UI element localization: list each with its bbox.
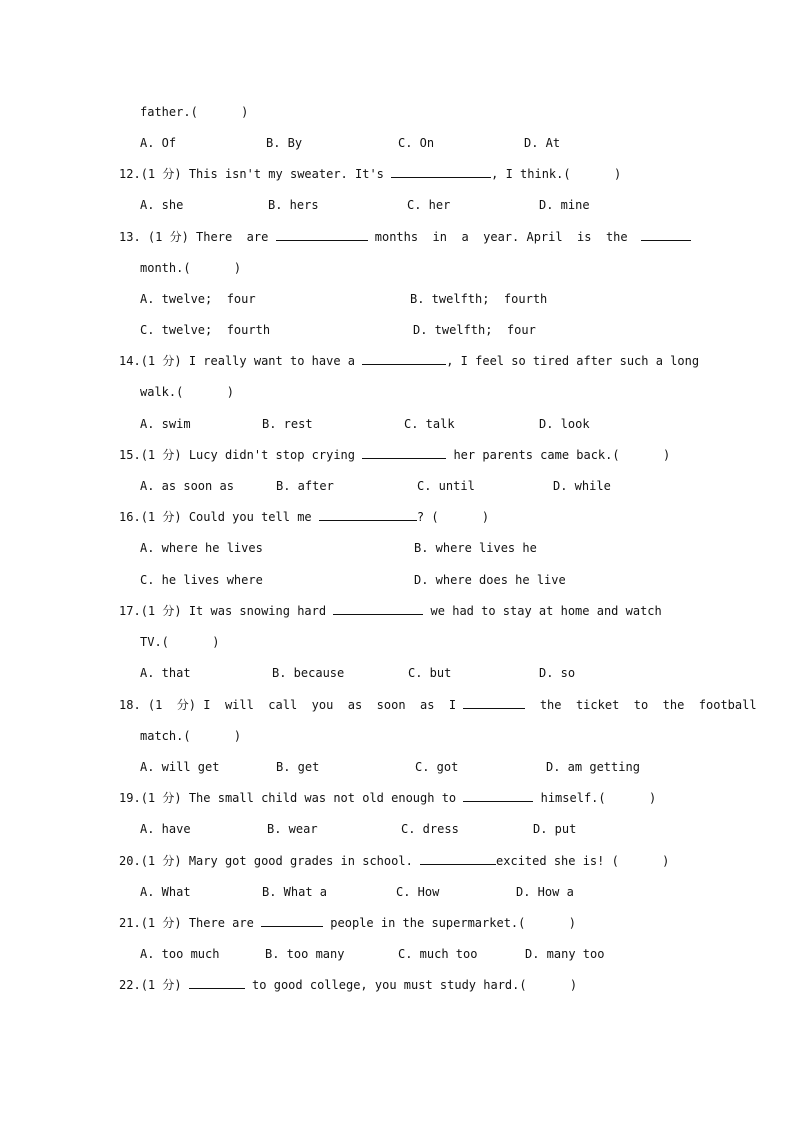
option-d[interactable]: D. look: [539, 417, 590, 431]
question-stem-end: excited she is! ( ): [496, 854, 670, 868]
question-number: 13.: [119, 230, 141, 244]
option-c[interactable]: C. he lives where: [140, 573, 263, 587]
question-number: 15.: [119, 448, 141, 462]
option-a[interactable]: A. she: [140, 198, 184, 212]
question-stem: It was snowing hard: [188, 604, 334, 618]
option-a[interactable]: A. Of: [140, 136, 177, 150]
option-b[interactable]: B. wear: [267, 822, 318, 836]
question-stem-end: people in the supermarket.( ): [323, 916, 576, 930]
option-d[interactable]: D. At: [524, 136, 561, 150]
option-d[interactable]: D. How a: [516, 885, 574, 899]
answer-blank[interactable]: [319, 509, 417, 521]
question-stem: This isn't my sweater. It's: [188, 167, 392, 181]
question-stem-end: himself.( ): [533, 791, 657, 805]
question-stem: The small child was not old enough to: [188, 791, 464, 805]
option-d[interactable]: D. many too: [525, 947, 605, 961]
question-stem-middle: months in a year. April is the: [367, 230, 635, 244]
option-b[interactable]: B. too many: [265, 947, 345, 961]
question-number: 12.: [119, 167, 141, 181]
question-stem-end: ? ( ): [416, 510, 490, 524]
answer-blank[interactable]: [420, 853, 496, 865]
question-12: [119, 166, 621, 182]
question-score: (1 分): [140, 916, 182, 930]
question-number: 18.: [119, 698, 141, 712]
question-stem: There are: [188, 916, 262, 930]
question-13-continuation: month.( ): [140, 261, 242, 275]
answer-blank[interactable]: [463, 697, 525, 709]
question-stem-end: , I think.( ): [491, 167, 622, 181]
question-18-continuation: match.( ): [140, 729, 242, 743]
option-a[interactable]: A. too much: [140, 947, 220, 961]
option-c[interactable]: C. talk: [404, 417, 455, 431]
question-stem: Mary got good grades in school.: [188, 854, 421, 868]
question-stem: There are: [196, 230, 276, 244]
option-c[interactable]: C. On: [398, 136, 435, 150]
answer-blank[interactable]: [641, 229, 691, 241]
option-b[interactable]: B. after: [276, 479, 334, 493]
option-c[interactable]: C. her: [407, 198, 451, 212]
question-16: [119, 509, 489, 525]
answer-blank[interactable]: [261, 915, 323, 927]
answer-blank[interactable]: [276, 229, 368, 241]
option-c[interactable]: C. got: [415, 760, 459, 774]
question-14: [119, 353, 699, 369]
question-17-continuation: TV.( ): [140, 635, 220, 649]
option-b[interactable]: B. where lives he: [414, 541, 537, 555]
question-19: [119, 790, 656, 806]
option-d[interactable]: D. am getting: [546, 760, 640, 774]
option-d[interactable]: D. where does he live: [414, 573, 566, 587]
question-stem-end: , I feel so tired after such a long: [446, 354, 700, 368]
option-d[interactable]: D. while: [553, 479, 611, 493]
question-score: (1 分): [140, 854, 182, 868]
answer-blank[interactable]: [362, 353, 446, 365]
question-score: (1 分): [140, 510, 182, 524]
option-d[interactable]: D. mine: [539, 198, 590, 212]
question-score: (1 分): [140, 604, 182, 618]
question-17: [119, 603, 662, 619]
option-d[interactable]: D. put: [533, 822, 577, 836]
option-a[interactable]: A. twelve; four: [140, 292, 256, 306]
answer-blank[interactable]: [463, 790, 533, 802]
option-b[interactable]: B. because: [272, 666, 345, 680]
answer-blank[interactable]: [189, 977, 245, 989]
question-score: (1 分): [140, 791, 182, 805]
question-stem-end: the ticket to the football: [525, 698, 757, 712]
question-13: [119, 229, 691, 245]
option-a[interactable]: A. as soon as: [140, 479, 234, 493]
question-21: [119, 915, 576, 931]
answer-blank[interactable]: [362, 447, 446, 459]
option-c[interactable]: C. until: [417, 479, 475, 493]
question-score: (1 分): [140, 448, 182, 462]
question-18: [119, 697, 757, 713]
question-number: 16.: [119, 510, 141, 524]
answer-blank[interactable]: [391, 166, 491, 178]
question-stem: Lucy didn't stop crying: [188, 448, 363, 462]
option-b[interactable]: B. What a: [262, 885, 328, 899]
option-b[interactable]: B. By: [266, 136, 303, 150]
option-b[interactable]: B. twelfth; fourth: [410, 292, 548, 306]
option-a[interactable]: A. where he lives: [140, 541, 263, 555]
question-number: 17.: [119, 604, 141, 618]
question-stem: Could you tell me: [188, 510, 319, 524]
question-stem-end: we had to stay at home and watch: [423, 604, 662, 618]
question-score: (1 分): [140, 698, 197, 712]
option-a[interactable]: A. swim: [140, 417, 191, 431]
question-number: 21.: [119, 916, 141, 930]
question-score: (1 分): [140, 167, 182, 181]
question-score: (1 分): [140, 978, 182, 992]
answer-blank[interactable]: [333, 603, 423, 615]
option-a[interactable]: A. What: [140, 885, 191, 899]
option-d[interactable]: D. so: [539, 666, 576, 680]
question-number: 20.: [119, 854, 141, 868]
option-b[interactable]: B. get: [276, 760, 320, 774]
option-c[interactable]: C. dress: [401, 822, 459, 836]
question-stem: I will call you as soon as I: [203, 698, 464, 712]
question-11-continuation: father.( ): [140, 105, 249, 119]
option-c[interactable]: C. but: [408, 666, 452, 680]
question-20: [119, 853, 669, 869]
option-c[interactable]: C. twelve; fourth: [140, 323, 271, 337]
option-b[interactable]: B. rest: [262, 417, 313, 431]
question-stem-end: to good college, you must study hard.( ): [244, 978, 578, 992]
option-c[interactable]: C. How: [396, 885, 440, 899]
option-b[interactable]: B. hers: [268, 198, 319, 212]
question-stem: I really want to have a: [188, 354, 363, 368]
question-22: [119, 977, 577, 993]
question-score: (1 分): [140, 354, 182, 368]
option-a[interactable]: A. that: [140, 666, 191, 680]
question-15: [119, 447, 670, 463]
question-score: (1 分): [140, 230, 189, 244]
question-number: 19.: [119, 791, 141, 805]
option-a[interactable]: A. will get: [140, 760, 220, 774]
question-stem-end: her parents came back.( ): [446, 448, 671, 462]
option-a[interactable]: A. have: [140, 822, 191, 836]
option-d[interactable]: D. twelfth; four: [413, 323, 536, 337]
option-c[interactable]: C. much too: [398, 947, 478, 961]
question-number: 22.: [119, 978, 141, 992]
question-number: 14.: [119, 354, 141, 368]
question-14-continuation: walk.( ): [140, 385, 234, 399]
